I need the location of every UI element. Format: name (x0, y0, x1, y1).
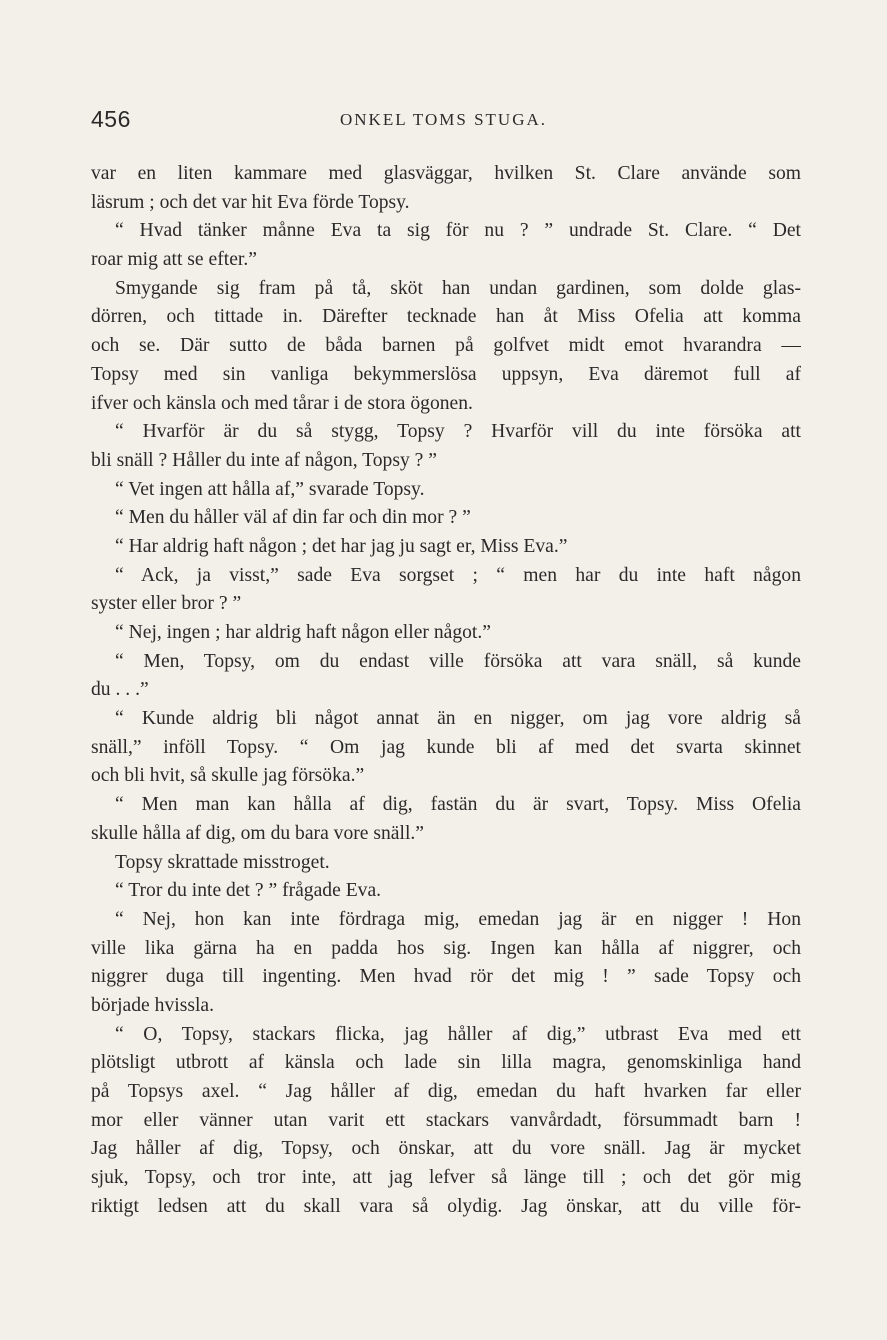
text-line: ifver och känsla och med tårar i de stora ögonen. (91, 392, 473, 414)
text-line: på Topsys axel. “ Jag håller af dig, emedan du haft hvarken far eller (91, 1081, 801, 1102)
text-line: Smygande sig fram på tå, sköt han undan gardinen, som dolde glas- (115, 277, 801, 299)
text-line: “ Ack, ja visst,” sade Eva sorgset ; “ men har du inte haft någon (115, 564, 801, 586)
text-line: Topsy skrattade misstroget. (115, 851, 330, 873)
text-line: syster eller bror ? ” (91, 593, 242, 615)
text-line: du . . .” (91, 679, 149, 701)
text-line: roar mig att se efter.” (91, 249, 257, 271)
text-line: snäll,” inföll Topsy. “ Om jag kunde bli af med det svarta skinnet (91, 736, 801, 758)
text-line: riktigt ledsen att du skall vara så olydig. Jag önskar, att du ville för- (91, 1195, 801, 1217)
text-line: “ Nej, ingen ; har aldrig haft någon eller något.” (115, 622, 491, 643)
text-line: “ Men, Topsy, om du endast ville försöka att vara snäll, så kunde (115, 650, 801, 672)
text-line: “ Tror du inte det ? ” frågade Eva. (115, 880, 382, 902)
text-line: dörren, och tittade in. Därefter tecknade han åt Miss Ofelia att komma (91, 306, 801, 328)
text-line: “ Nej, hon kan inte fördraga mig, emedan jag är en nigger ! Hon (115, 908, 801, 930)
text-line: “ Kunde aldrig bli något annat än en nigger, om jag vore aldrig så (115, 708, 801, 730)
text-line: mor eller vänner utan varit ett stackars vanvårdadt, försummadt barn ! (91, 1109, 801, 1131)
text-line: började hvissla. (91, 994, 214, 1016)
text-line: “ Men du håller väl af din far och din mor ? ” (115, 507, 471, 529)
text-line: “ Vet ingen att hålla af,” svarade Topsy. (115, 478, 425, 500)
text-line: Jag håller af dig, Topsy, och önskar, att du vore snäll. Jag är mycket (91, 1138, 801, 1160)
text-line: och se. Där sutto de båda barnen på golfvet midt emot hvarandra — (91, 335, 801, 357)
text-line: niggrer duga till ingenting. Men hvad rör det mig ! ” sade Topsy och (91, 966, 801, 988)
text-line: “ Har aldrig haft någon ; det har jag ju sagt er, Miss Eva.” (115, 535, 568, 557)
text-line: var en liten kammare med glasväggar, hvilken St. Clare använde som (91, 163, 801, 184)
text-line: plötsligt utbrott af känsla och lade sin lilla magra, genomskinliga hand (91, 1052, 801, 1074)
text-line: läsrum ; och det var hit Eva förde Topsy. (91, 191, 410, 213)
running-title: ONKEL TOMS STUGA. (340, 110, 548, 129)
text-line: skulle hålla af dig, om du bara vore snäll.” (91, 822, 424, 844)
text-line: “ Hvad tänker månne Eva ta sig för nu ? ” undrade St. Clare. “ Det (115, 220, 801, 242)
body-text (91, 160, 801, 1221)
text-line: bli snäll ? Håller du inte af någon, Topsy ? ” (91, 449, 437, 471)
running-head (91, 106, 811, 140)
text-line: ville lika gärna ha en padda hos sig. Ingen kan hålla af niggrer, och (91, 937, 801, 959)
text-line: “ O, Topsy, stackars flicka, jag håller af dig,” utbrast Eva med ett (115, 1023, 801, 1045)
text-line: sjuk, Topsy, och tror inte, att jag lefver så länge till ; och det gör mig (91, 1167, 801, 1189)
text-line: “ Men man kan hålla af dig, fastän du är svart, Topsy. Miss Ofelia (115, 794, 801, 816)
text-line: Topsy med sin vanliga bekymmerslösa uppsyn, Eva däremot full af (91, 363, 801, 385)
text-line: och bli hvit, så skulle jag försöka.” (91, 765, 365, 787)
page-number: 456 (91, 106, 131, 132)
text-line: “ Hvarför är du så stygg, Topsy ? Hvarför vill du inte försöka att (115, 421, 801, 443)
